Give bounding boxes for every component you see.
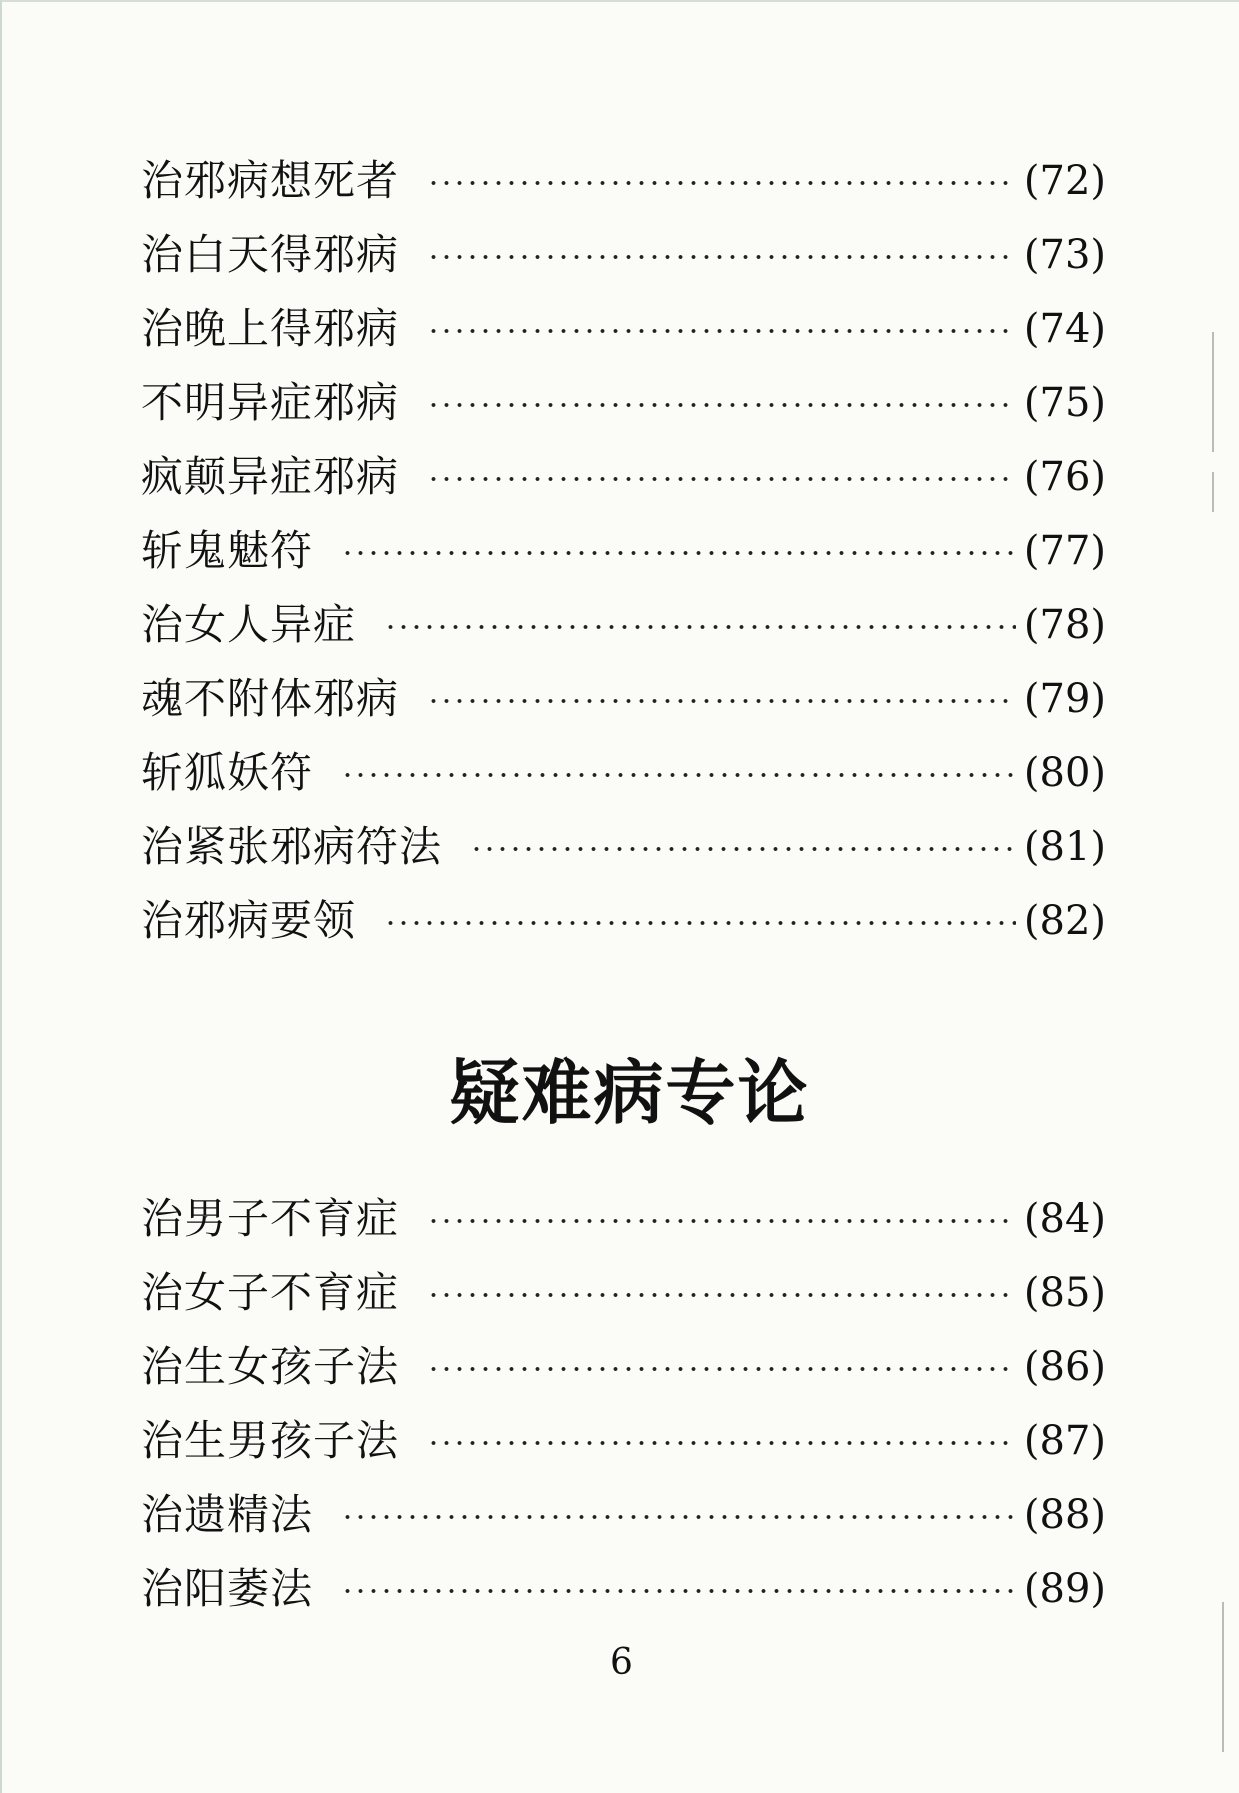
toc-entry-title: 治生男孩子法 xyxy=(141,1416,400,1465)
dot-leader xyxy=(341,1589,1016,1593)
toc-entry-title: 治男子不育症 xyxy=(141,1194,400,1243)
toc-entry-page: (79) xyxy=(1023,676,1106,722)
toc-entry-title: 治邪病要领 xyxy=(141,896,357,945)
toc-entry-page: (88) xyxy=(1023,1492,1106,1538)
toc-entry-title: 治遗精法 xyxy=(141,1490,314,1539)
toc-entry-title: 治白天得邪病 xyxy=(141,230,400,279)
toc-entry-title: 斩鬼魅符 xyxy=(141,526,314,575)
scan-mark xyxy=(1212,472,1214,512)
page-number: 6 xyxy=(610,1642,633,1683)
dot-leader xyxy=(427,329,1016,333)
toc-entry-page: (89) xyxy=(1023,1566,1106,1612)
dot-leader xyxy=(341,1515,1016,1519)
toc-entry-title: 不明异症邪病 xyxy=(141,378,400,427)
toc-entry-page: (85) xyxy=(1023,1270,1106,1316)
toc-entry-page: (73) xyxy=(1023,232,1106,278)
toc-entry-title: 斩狐妖符 xyxy=(141,748,314,797)
dot-leader xyxy=(427,255,1016,259)
toc-entry-page: (77) xyxy=(1023,528,1106,574)
toc-entry-page: (86) xyxy=(1023,1344,1106,1390)
toc-entry[interactable] xyxy=(141,218,1106,292)
dot-leader xyxy=(341,773,1016,777)
scan-mark xyxy=(1222,1602,1224,1752)
toc-entry[interactable] xyxy=(141,440,1106,514)
toc-entry[interactable] xyxy=(141,144,1106,218)
toc-entry-page: (75) xyxy=(1023,380,1106,426)
toc-entry[interactable] xyxy=(141,810,1106,884)
toc-entry-page: (84) xyxy=(1023,1196,1106,1242)
toc-entry[interactable] xyxy=(141,1404,1106,1478)
dot-leader xyxy=(427,181,1016,185)
toc-entry-page: (76) xyxy=(1023,454,1106,500)
toc-entry[interactable] xyxy=(141,884,1106,958)
toc-entry-title: 治紧张邪病符法 xyxy=(141,822,443,871)
toc-list xyxy=(141,1182,1106,1626)
toc-entry-page: (78) xyxy=(1023,602,1106,648)
section-heading: 疑难病专论 xyxy=(449,1052,810,1134)
toc-entry-page: (81) xyxy=(1023,824,1106,870)
toc-entry-title: 治阳萎法 xyxy=(141,1564,314,1613)
toc-entry[interactable] xyxy=(141,1182,1106,1256)
toc-entry[interactable] xyxy=(141,1330,1106,1404)
toc-entry[interactable] xyxy=(141,1552,1106,1626)
dot-leader xyxy=(341,551,1016,555)
toc-entry-page: (87) xyxy=(1023,1418,1106,1464)
toc-entry-title: 治晚上得邪病 xyxy=(141,304,400,353)
dot-leader xyxy=(470,847,1016,851)
toc-entry-title: 疯颠异症邪病 xyxy=(141,452,400,501)
toc-entry[interactable] xyxy=(141,662,1106,736)
toc-entry[interactable] xyxy=(141,514,1106,588)
dot-leader xyxy=(384,625,1016,629)
toc-entry[interactable] xyxy=(141,366,1106,440)
toc-list xyxy=(141,144,1106,958)
toc-entry-title: 治女人异症 xyxy=(141,600,357,649)
toc-entry[interactable] xyxy=(141,1478,1106,1552)
dot-leader xyxy=(427,1367,1016,1371)
toc-entry[interactable] xyxy=(141,1256,1106,1330)
dot-leader xyxy=(427,403,1016,407)
toc-entry-page: (82) xyxy=(1023,898,1106,944)
toc-entry-page: (72) xyxy=(1023,158,1106,204)
toc-entry-title: 治邪病想死者 xyxy=(141,156,400,205)
toc-entry-page: (80) xyxy=(1023,750,1106,796)
toc-entry-title: 魂不附体邪病 xyxy=(141,674,400,723)
dot-leader xyxy=(384,921,1016,925)
toc-entry-title: 治生女孩子法 xyxy=(141,1342,400,1391)
toc-entry[interactable] xyxy=(141,736,1106,810)
dot-leader xyxy=(427,1219,1016,1223)
toc-entry-page: (74) xyxy=(1023,306,1106,352)
toc-entry[interactable] xyxy=(141,588,1106,662)
scan-mark xyxy=(1212,332,1214,452)
toc-entry[interactable] xyxy=(141,292,1106,366)
toc-entry-title: 治女子不育症 xyxy=(141,1268,400,1317)
dot-leader xyxy=(427,1293,1016,1297)
dot-leader xyxy=(427,1441,1016,1445)
dot-leader xyxy=(427,477,1016,481)
dot-leader xyxy=(427,699,1016,703)
